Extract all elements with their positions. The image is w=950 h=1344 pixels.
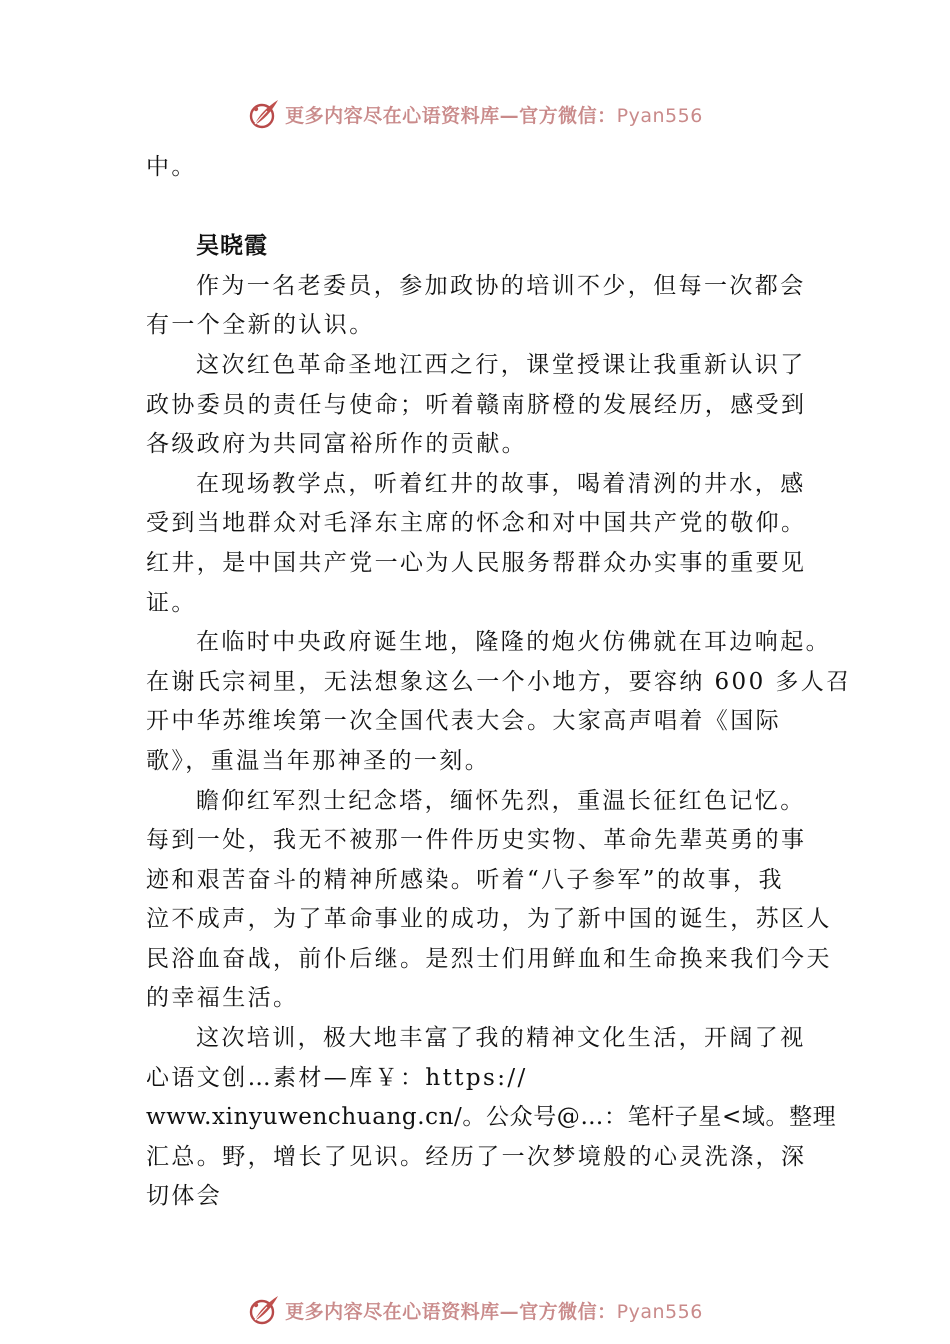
paragraph-line: 这次培训，极大地丰富了我的精神文化生活，开阔了视 — [196, 1025, 806, 1052]
quill-pen-logo-icon — [247, 1293, 281, 1327]
header-banner-text — [285, 101, 703, 128]
banner-wechat-id: Pyan556 — [616, 1300, 703, 1323]
footer-banner — [0, 1290, 950, 1330]
paragraph-line: 切体会 — [146, 1183, 223, 1210]
banner-slogan: 更多内容尽在心语资料库—官方微信： — [285, 1300, 617, 1323]
paragraph-line: 的幸福生活。 — [146, 985, 299, 1012]
paragraph-line: 在临时中央政府诞生地，隆隆的炮火仿佛就在耳边响起。 — [196, 629, 831, 656]
paragraph-line: 红井，是中国共产党一心为人民服务帮群众办实事的重要见 — [146, 549, 807, 576]
footer-banner-text — [285, 1297, 703, 1324]
paragraph-line: 在现场教学点，听着红井的故事，喝着清洌的井水，感 — [196, 470, 806, 497]
paragraph-line: 开中华苏维埃第一次全国代表大会。大家高声唱着《国际 — [146, 708, 781, 735]
paragraph-line: 歌》，重温当年那神圣的一刻。 — [146, 747, 491, 774]
paragraph-line: 泣不成声，为了革命事业的成功，为了新中国的诞生，苏区人 — [146, 906, 832, 933]
paragraph-line: 这次红色革命圣地江西之行，课堂授课让我重新认识了 — [196, 351, 806, 378]
section-heading: 吴晓霞 — [196, 233, 268, 260]
banner-slogan: 更多内容尽在心语资料库—官方微信： — [285, 104, 617, 127]
paragraph-gap — [146, 188, 826, 228]
paragraph-line: 证。 — [146, 589, 197, 616]
paragraph-line: 中。 — [146, 154, 197, 180]
paragraph-line: 迹和艰苦奋斗的精神所感染。听着“八子参军”的故事，我 — [146, 866, 784, 893]
header-banner — [0, 94, 950, 134]
quill-pen-logo-icon — [247, 97, 281, 131]
paragraph-line: 瞻仰红军烈士纪念塔，缅怀先烈，重温长征红色记忆。 — [196, 787, 806, 814]
paragraph-line: 受到当地群众对毛泽东主席的怀念和对中国共产党的敬仰。 — [146, 510, 807, 537]
paragraph-line: 在谢氏宗祠里，无法想象这么一个小地方，要容纳 600 多人召 — [146, 668, 852, 695]
document-body — [146, 148, 852, 1217]
watermark-url-line: www.xinyuwenchuang.cn/。公众号@…：笔杆子星<域。整理 — [146, 1104, 837, 1131]
watermark-line: 心语文创…素材—库￥：https:// — [146, 1064, 528, 1091]
paragraph-line: 政协委员的责任与使命；听着赣南脐橙的发展经历，感受到 — [146, 391, 807, 418]
paragraph-line: 有一个全新的认识。 — [146, 312, 375, 339]
paragraph-line: 民浴血奋战，前仆后继。是烈士们用鲜血和生命换来我们今天 — [146, 945, 832, 972]
banner-wechat-id: Pyan556 — [616, 104, 703, 127]
paragraph-line: 每到一处，我无不被那一件件历史实物、革命先辈英勇的事 — [146, 827, 807, 854]
paragraph-line: 各级政府为共同富裕所作的贡献。 — [146, 431, 527, 458]
paragraph-line: 作为一名老委员，参加政协的培训不少，但每一次都会 — [196, 272, 806, 299]
paragraph-line: 汇总。野，增长了见识。经历了一次梦境般的心灵洗涤，深 — [146, 1143, 807, 1170]
